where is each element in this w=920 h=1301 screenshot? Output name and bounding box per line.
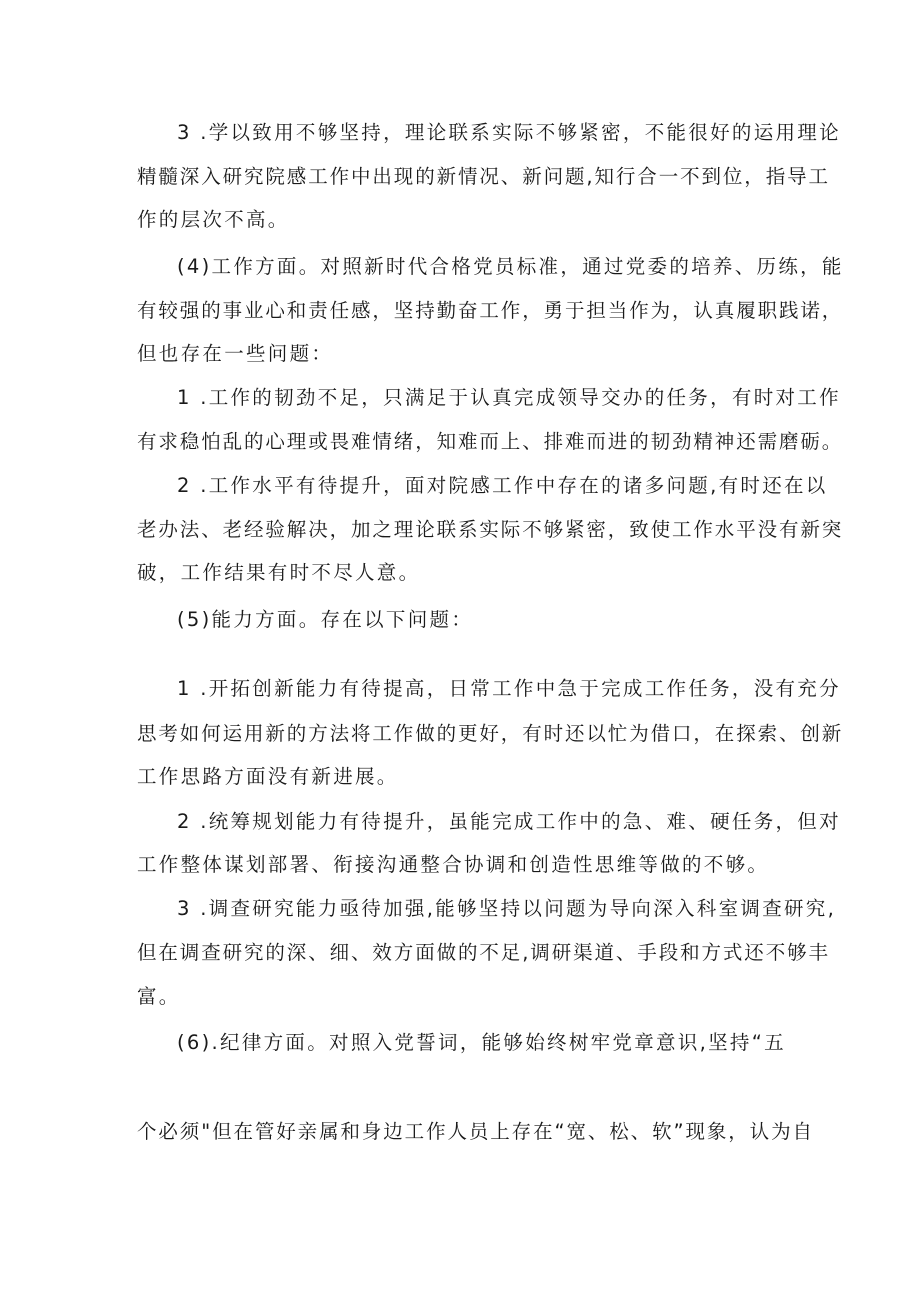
text-line-15: 工作思路方面没有新进展。 — [137, 765, 399, 788]
text-line-10: 老办法、老经验解决，加之理论联系实际不够紧密，致使工作水平没有新突 — [137, 518, 844, 541]
text-line-12: (5)能力方面。存在以下问题： — [177, 608, 474, 631]
text-line-16: 2 .统筹规划能力有待提升，虽能完成工作中的急、难、硬任务，但对 — [177, 810, 841, 833]
text-line-6: 但也存在一些问题： — [137, 342, 334, 365]
text-line-9: 2 .工作水平有待提升，面对院感工作中存在的诸多问题,有时还在以 — [177, 474, 828, 497]
text-line-18: 3 .调查研究能力亟待加强,能够坚持以问题为导向深入科室调查研究, — [177, 897, 837, 920]
text-line-11: 破，工作结果有时不尽人意。 — [137, 561, 421, 584]
text-line-21: (6).纪律方面。对照入党誓词，能够始终树牢党章意识,坚持“五 — [177, 1031, 786, 1054]
text-line-13: 1 .开拓创新能力有待提高，日常工作中急于完成工作任务，没有充分 — [177, 677, 841, 700]
text-line-8: 有求稳怕乱的心理或畏难情绪，知难而上、排难而进的韧劲精神还需磨砺。 — [137, 430, 844, 453]
text-line-20: 富。 — [137, 985, 181, 1008]
text-line-19: 但在调查研究的深、细、效方面做的不足,调研渠道、手段和方式还不够丰 — [137, 941, 830, 964]
text-line-17: 工作整体谋划部署、衔接沟通整合协调和创造性思维等做的不够。 — [137, 853, 770, 876]
text-line-5: 有较强的事业心和责任感，坚持勤奋工作，勇于担当作为，认真履职践诺， — [137, 299, 844, 322]
text-line-4: (4)工作方面。对照新时代合格党员标准，通过党委的培养、历练，能 — [177, 255, 844, 278]
text-line-7: 1 .工作的韧劲不足，只满足于认真完成领导交办的任务，有时对工作 — [177, 386, 841, 409]
text-line-22: 个必须"但在管好亲属和身边工作人员上存在“宽、松、软”现象，认为自 — [137, 1120, 814, 1143]
text-line-3: 作的层次不高。 — [137, 208, 290, 231]
text-line-14: 思考如何运用新的方法将工作做的更好，有时还以忙为借口，在探索、创新 — [137, 722, 844, 745]
text-line-2: 精髓深入研究院感工作中出现的新情况、新问题,知行合一不到位，指导工 — [137, 165, 830, 188]
text-line-1: 3 .学以致用不够坚持，理论联系实际不够紧密，不能很好的运用理论 — [177, 121, 841, 144]
